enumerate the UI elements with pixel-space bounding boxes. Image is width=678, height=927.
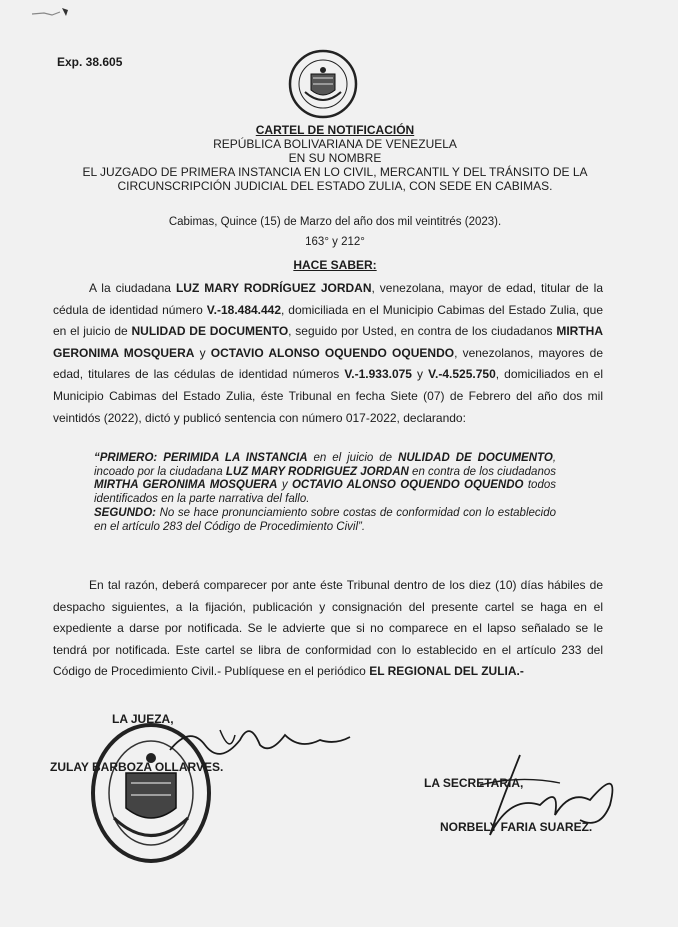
court-seal-icon [283,48,363,120]
final-text: En tal razón, deberá comparecer por ante éste Tribunal dentro de los diez (10) días hábiles de despacho siguientes, a la fijación, publicación y consignación del presente cartel se haga en el expediente a darse por notificada. Se le advierte que si no comparece en el lapso señalado se le tendrá por notificada. Este cartel se libra de conformidad con lo establecido en el artículo 233 del Código de Procedimiento Civil.- Publíquese en el periódico EL REGIONAL DEL ZULIA.- [53,578,603,679]
corner-smudge-icon [30,4,70,20]
final-paragraph [53,575,603,683]
judge-signature-icon [160,715,360,765]
secretary-label: LA SECRETARIA, [424,776,524,790]
header-line-name: EN SU NOMBRE [288,151,382,165]
years-line: 163° y 212° [305,236,365,248]
header-line-jurisdiction: CIRCUNSCRIPCIÓN JUDICIAL DEL ESTADO ZULIA, CON SEDE EN CABIMAS. [117,179,553,193]
secretary-name: NORBELY FARIA SUAREZ. [440,820,593,834]
notification-body [53,278,603,429]
sentence-quote [94,452,556,534]
date-line: Cabimas, Quince (15) de Marzo del año dos mil veintitrés (2023). [168,216,502,228]
document-title: CARTEL DE NOTIFICACIÓN [255,123,415,137]
header-line-court: EL JUZGADO DE PRIMERA INSTANCIA EN LO CIVIL, MERCANTIL Y DEL TRÁNSITO DE LA [82,165,588,179]
quote-paragraph: “PRIMERO: PERIMIDA LA INSTANCIA en el juicio de NULIDAD DE DOCUMENTO, incoado por la ciudadana LUZ MARY RODRIGUEZ JORDAN en contra de los ciudadanos MIRTHA GERONIMA MOSQUERA y OCTAVIO ALONSO OQUENDO OQUENDO todos identificados en la parte narrativa del fallo. SEGUNDO: No se hace pronunciamiento sobre costas de conformidad con lo establecido en el artículo 283 del Código de Procedimiento Civil”. [94,452,557,533]
document-header [40,123,630,193]
judge-label: LA JUEZA, [112,712,174,726]
file-number: Exp. 38.605 [57,55,123,69]
header-line-republic: REPÚBLICA BOLIVARIANA DE VENEZUELA [213,137,457,151]
hace-saber-heading: HACE SABER: [293,258,377,272]
body-paragraph: A la ciudadana LUZ MARY RODRÍGUEZ JORDAN, venezolana, mayor de edad, titular de la cédula de identidad número V.-18.484.442, domiciliada en el Municipio Cabimas del Estado Zulia, que en el juicio de NULIDAD DE DOCUMENTO, seguido por Usted, en contra de los ciudadanos MIRTHA GERONIMA MOSQUERA y OCTAVIO ALONSO OQUENDO OQUENDO, venezolanos, mayores de edad, titulares de las cédulas de identidad números V.-1.933.075 y V.-4.525.750, domiciliados en el Municipio Cabimas del Estado Zulia, éste Tribunal en fecha Siete (07) de Febrero del año dos mil veintidós (2022), dictó y publicó sentencia con número 017-2022, declarando: [53,281,604,425]
judge-name: ZULAY BARBOZA OLLARVES. [50,760,224,774]
